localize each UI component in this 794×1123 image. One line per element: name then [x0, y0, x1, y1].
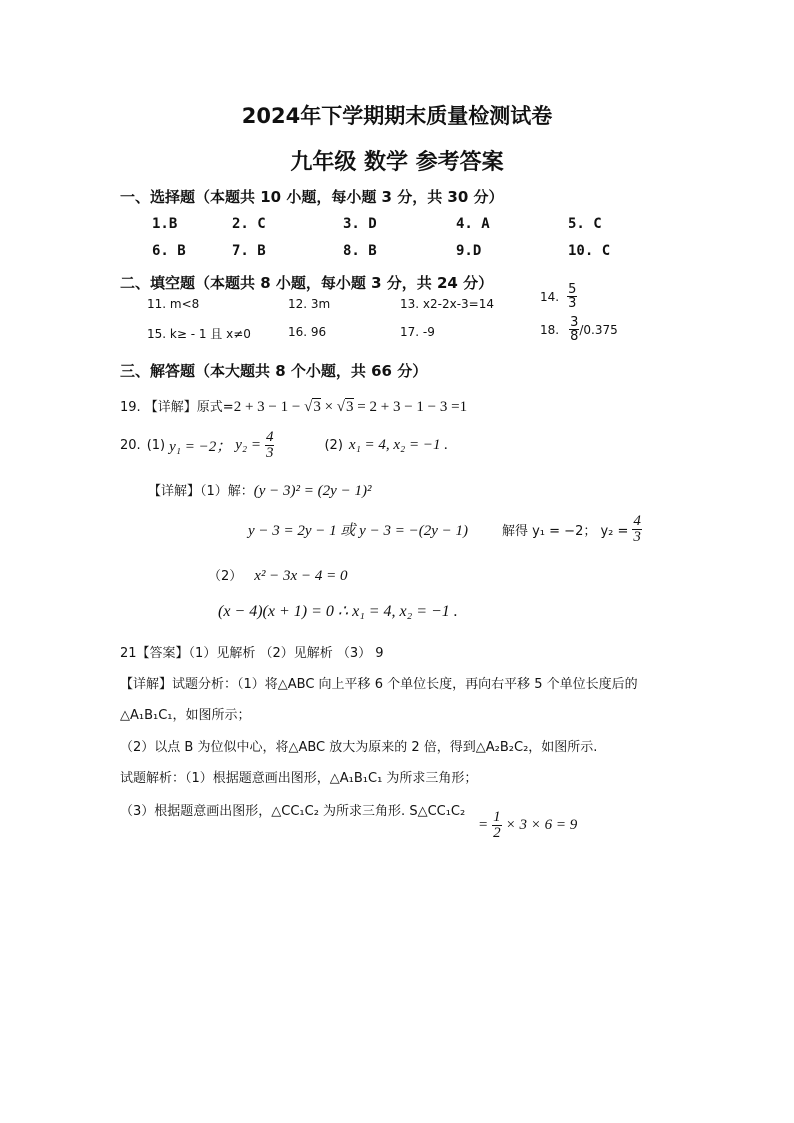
section3-heading: 三、解答题（本大题共 8 个小题，共 66 分）	[120, 362, 428, 380]
q20-detail-2	[248, 514, 642, 545]
fill-answer-14-label: 14.	[540, 289, 560, 304]
q20-eq3: x² − 3x − 4 = 0	[254, 568, 348, 584]
page-subtitle: 九年级 数学 参考答案	[290, 150, 504, 175]
q20-detail-label: 【详解】（1）解：	[148, 484, 254, 499]
q19-expr-part-b: = 2 + 3 − 1 − 3 =1	[353, 399, 468, 415]
fill-answer-13: 13. x2-2x-3=14	[400, 297, 494, 311]
q21-area-fraction	[492, 810, 502, 841]
mc-answer-1: 1.B	[152, 216, 178, 232]
fill-answer-18	[540, 316, 618, 343]
q20-solve-num: 4	[633, 513, 641, 529]
q21-area-num: 1	[493, 809, 501, 825]
page-title: 2024年下学期期末质量检测试卷	[241, 104, 553, 128]
q21-detail-5: （3）根据题意画出图形，△CC₁C₂ 为所求三角形. S△CC₁C₂	[120, 804, 466, 819]
q21-area-eq-sign: =	[478, 817, 489, 833]
q21-area-rest: × 3 × 6 = 9	[505, 817, 578, 833]
q20-y1: y₁ = −2；	[169, 439, 232, 455]
q20-detail-1	[148, 480, 371, 500]
fill-answer-18-fraction	[569, 316, 579, 343]
fill-answer-14	[540, 283, 577, 310]
q20-eq2: y − 3 = 2y − 1 或 y − 3 = −(2y − 1)	[248, 523, 468, 539]
q20-y2-den: 3	[265, 445, 274, 461]
q20-solve-den: 3	[633, 529, 641, 545]
q19-expr-part-a: 2 + 3 − 1 −	[233, 399, 305, 415]
q20-x-solution: x₁ = 4, x₂ = −1 .	[348, 437, 449, 453]
q21-area-den: 2	[493, 825, 501, 841]
q21-detail-4: 试题解析：（1）根据题意画出图形，△A₁B₁C₁ 为所求三角形；	[120, 771, 478, 786]
fill-answer-14-fraction	[567, 283, 577, 310]
mc-answer-8: 8. B	[343, 243, 377, 259]
mc-answer-2: 2. C	[232, 216, 266, 232]
q21-detail-1: 【详解】试题分析：（1）将△ABC 向上平移 6 个单位长度，再向右平移 5 个单位长度后的	[120, 677, 638, 692]
q19-sqrt-b: 3	[346, 399, 354, 415]
q20-part2-label: (2)	[324, 438, 343, 453]
fill-answer-16: 16. 96	[288, 325, 327, 339]
q21-detail-3: （2）以点 B 为位似中心，将△ABC 放大为原来的 2 倍，得到△A₂B₂C₂，如图所示.	[120, 740, 598, 755]
q20-y2-fraction	[265, 430, 275, 461]
q20-answer	[120, 430, 448, 461]
mc-answer-3: 3. D	[343, 216, 377, 232]
q20-eq1: (y − 3)² = (2y − 1)²	[253, 483, 372, 499]
fill-answer-18-num: 3	[570, 315, 579, 330]
q19-solution	[120, 396, 467, 416]
fill-answer-14-den: 3	[568, 296, 577, 311]
q20-y2-pre: y₂ =	[235, 437, 261, 453]
q20-part2b-label: （2）	[208, 569, 243, 584]
q21-area-formula	[478, 810, 577, 841]
mc-answer-9: 9.D	[456, 243, 482, 259]
q19-expr: 2 + 3 − 1 − √3 × √3 = 2 + 3 − 1 − 3 =1	[233, 399, 468, 415]
fill-answer-18-label: 18.	[540, 322, 560, 337]
section1-heading: 一、选择题（本题共 10 小题，每小题 3 分，共 30 分）	[120, 188, 504, 206]
q19-label: 19. 【详解】原式=	[120, 400, 234, 415]
fill-answer-17: 17. -9	[400, 325, 435, 339]
fill-answer-15: 15. k≥ - 1 且 x≠0	[147, 327, 251, 341]
fill-answer-11: 11. m<8	[147, 297, 200, 311]
q20-label: 20.	[120, 438, 141, 453]
q19-times: ×	[320, 399, 337, 415]
fill-answer-18-decimal: /0.375	[579, 322, 618, 337]
mc-answer-4: 4. A	[456, 216, 490, 232]
q20-detail-4	[218, 601, 458, 621]
q19-sqrt-a: 3	[313, 399, 321, 415]
q20-y2-num: 4	[265, 429, 274, 445]
mc-answer-7: 7. B	[232, 243, 266, 259]
fill-answer-12: 12. 3m	[288, 297, 331, 311]
q20-eq4: (x − 4)(x + 1) = 0 ∴ x₁ = 4, x₂ = −1 .	[218, 603, 458, 620]
mc-answer-5: 5. C	[568, 216, 602, 232]
section2-heading: 二、填空题（本题共 8 小题，每小题 3 分，共 24 分）	[120, 274, 494, 292]
fill-answer-14-num: 5	[568, 282, 577, 297]
mc-answer-6: 6. B	[152, 243, 186, 259]
mc-answer-10: 10. C	[568, 243, 611, 259]
q20-solve-label: 解得 y₁ = −2； y₂ =	[501, 524, 629, 539]
q21-answer-line: 21【答案】（1）见解析 （2）见解析 （3） 9	[120, 646, 384, 661]
q21-detail-2: △A₁B₁C₁，如图所示；	[120, 708, 251, 723]
q20-solve-fraction	[632, 514, 642, 545]
q20-part1-label: (1)	[146, 438, 166, 453]
fill-answer-18-den: 8	[570, 329, 579, 344]
q20-detail-3	[208, 565, 347, 585]
